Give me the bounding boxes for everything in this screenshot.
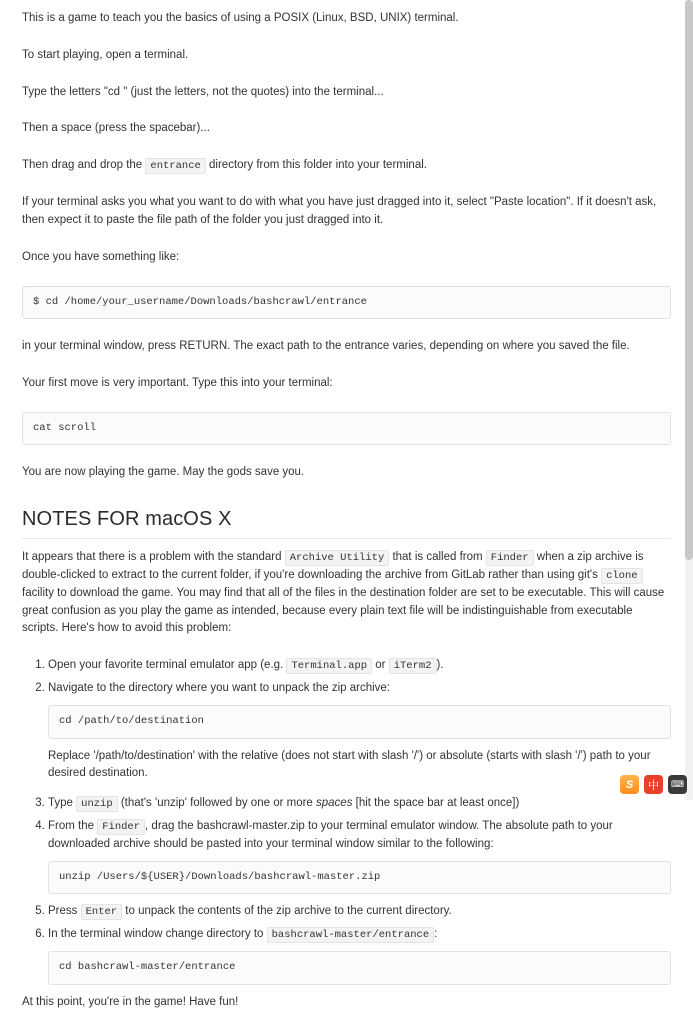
- iterm2-code: iTerm2: [389, 658, 437, 674]
- code-block-unzip-path: unzip /Users/${USER}/Downloads/bashcrawl-master.zip: [48, 861, 671, 895]
- intro-paragraph-10: You are now playing the game. May the gods save you.: [22, 466, 305, 479]
- step4-text-before: From the: [48, 819, 98, 832]
- intro-paragraph-1: This is a game to teach you the basics of using a POSIX (Linux, BSD, UNIX) terminal.: [22, 12, 459, 24]
- intro-paragraph-3: Type the letters "cd " (just the letters, not the quotes) into the terminal...: [22, 85, 384, 98]
- list-item: [48, 903, 671, 921]
- keyboard-icon[interactable]: ⌨: [668, 775, 687, 794]
- macos-text-1: It appears that there is a problem with the standard: [22, 551, 285, 564]
- clone-code: clone: [601, 568, 643, 584]
- step2-note: Replace '/path/to/destination' with the relative (does not start with slash '/') or absolute (starts with slash '/') path to your desired destination.: [48, 749, 651, 780]
- step5-text-after: to unpack the contents of the zip archive to the current directory.: [122, 905, 452, 918]
- intro-paragraph-8: in your terminal window, press RETURN. The exact path to the entrance varies, depending on where you saved the file.: [22, 340, 630, 353]
- code-block-cd-destination: cd /path/to/destination: [48, 705, 671, 739]
- step1-text-middle: or: [372, 659, 389, 672]
- macos-text-4: facility to download the game. You may find that all of the files in the destination folder are set to be executable. This will cause great confusion as you play the game as intended, because every plain text file will be indistinguishable from executable scripts. Here's how to avoid this problem:: [22, 586, 665, 635]
- intro-paragraph-6: If your terminal asks you what you want to do with what you have just dragged into it, select "Paste location". If it doesn't ask, then expect it to paste the file path of the folder you just dragged into it.: [22, 196, 657, 226]
- intro-paragraph-9: Your first move is very important. Type this into your terminal:: [22, 376, 333, 389]
- intro-paragraph-2: To start playing, open a terminal.: [22, 48, 189, 61]
- intro-p5-text-after: directory from this folder into your terminal.: [205, 159, 427, 172]
- code-block-cd-entrance: $ cd /home/your_username/Downloads/bashcrawl/entrance: [22, 286, 671, 320]
- step3-text-before: Type: [48, 797, 77, 810]
- intro-p5-text-before: Then drag and drop the: [22, 159, 146, 172]
- step3-text-end: [hit the space bar at least once]): [352, 797, 520, 810]
- finder-code-2: Finder: [97, 819, 145, 835]
- scrollbar[interactable]: [685, 0, 693, 800]
- step6-text-after: :: [434, 928, 438, 941]
- scrollbar-thumb[interactable]: [685, 0, 693, 560]
- entrance-code: entrance: [145, 158, 205, 174]
- bashcrawl-entrance-code: bashcrawl-master/entrance: [267, 927, 435, 943]
- section-heading-macos: NOTES FOR macOS X: [22, 508, 671, 539]
- step3-text-after: (that's 'unzip' followed by one or more: [117, 797, 317, 810]
- unzip-code: unzip: [76, 796, 118, 812]
- ime-tray: [620, 775, 687, 794]
- intro-paragraph-5: [22, 157, 671, 175]
- step2-text: Navigate to the directory where you want to unpack the zip archive:: [48, 682, 390, 695]
- step1-text-before: Open your favorite terminal emulator app (e.g.: [48, 659, 287, 672]
- list-item: [48, 795, 671, 813]
- list-item: [48, 657, 671, 675]
- macos-text-3: when a zip archive is double-clicked to extract to the current folder, if you're downloading the archive from GitLab rather than using git's: [22, 551, 644, 582]
- list-item: [48, 818, 671, 894]
- enter-key-code: Enter: [81, 904, 123, 920]
- step6-text-before: In the terminal window change directory to: [48, 928, 267, 941]
- code-block-cd-bashcrawl: cd bashcrawl-master/entrance: [48, 951, 671, 985]
- finder-code: Finder: [486, 550, 534, 566]
- macos-text-2: that is called from: [389, 551, 486, 564]
- sogou-ime-icon[interactable]: S: [620, 775, 639, 794]
- archive-utility-code: Archive Utility: [285, 550, 390, 566]
- closing-paragraph: At this point, you're in the game! Have fun!: [22, 995, 239, 1008]
- list-item: [48, 926, 671, 984]
- language-mode-icon[interactable]: 中: [644, 775, 663, 794]
- terminal-app-code: Terminal.app: [286, 658, 372, 674]
- macos-steps-list: [22, 657, 671, 984]
- step1-text-after: ).: [436, 659, 444, 672]
- step5-text-before: Press: [48, 905, 81, 918]
- step3-text-italic: spaces: [316, 797, 353, 810]
- list-item: [48, 680, 671, 783]
- code-block-cat-scroll: cat scroll: [22, 412, 671, 446]
- step4-text-after: , drag the bashcrawl-master.zip to your terminal emulator window. The absolute path to your downloaded archive should be pasted into your terminal window similar to the following:: [48, 819, 613, 850]
- macos-intro-paragraph: [22, 549, 671, 638]
- intro-paragraph-7: Once you have something like:: [22, 250, 180, 263]
- intro-paragraph-4: Then a space (press the spacebar)...: [22, 122, 210, 135]
